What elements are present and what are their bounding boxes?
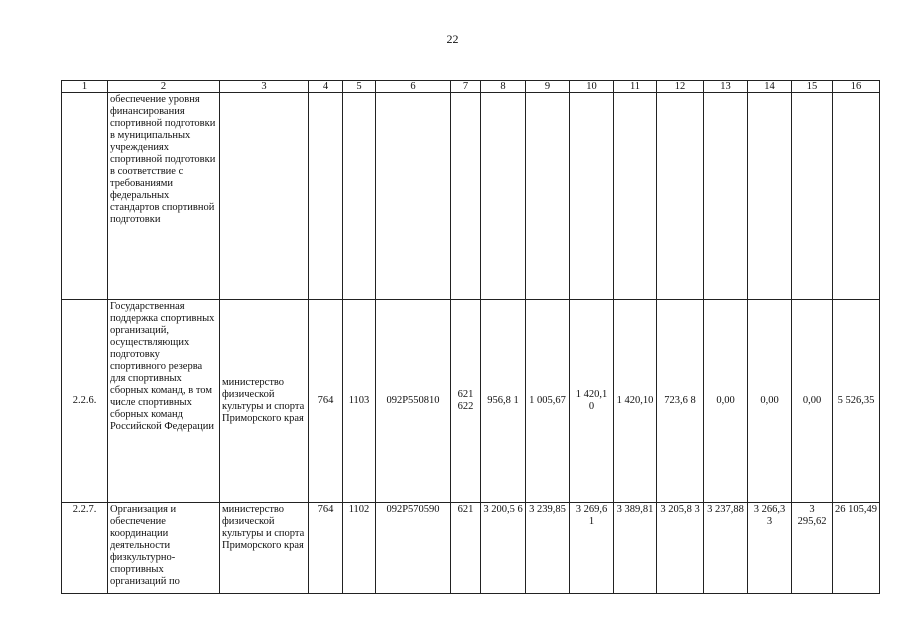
- cell: 0,00: [792, 300, 833, 503]
- cell: [748, 93, 792, 300]
- budget-table: [61, 80, 880, 594]
- col-header: 7: [451, 81, 481, 93]
- col-header: 4: [309, 81, 343, 93]
- col-header: 13: [704, 81, 748, 93]
- cell: 092P570590: [376, 503, 451, 594]
- cell: [614, 93, 657, 300]
- cell: 956,8 1: [481, 300, 526, 503]
- cell: 3 269,6 1: [570, 503, 614, 594]
- col-header: 8: [481, 81, 526, 93]
- cell: 5 526,35: [833, 300, 880, 503]
- cell: 3 266,3 3: [748, 503, 792, 594]
- cell: [833, 93, 880, 300]
- cell: [526, 93, 570, 300]
- cell: 3 295,62: [792, 503, 833, 594]
- page-number: 22: [446, 32, 459, 46]
- executor: министерство физической культуры и спорта Приморского края: [220, 300, 309, 503]
- cell: [451, 93, 481, 300]
- cell: 621 622: [451, 300, 481, 503]
- cell: 3 389,81: [614, 503, 657, 594]
- row-number: [62, 93, 108, 300]
- cell: [570, 93, 614, 300]
- col-header: 16: [833, 81, 880, 93]
- measure-name: Организация и обеспечение координации деятельности физкультурно-спортивных организаций по: [108, 503, 220, 594]
- col-header: 9: [526, 81, 570, 93]
- cell: 1 005,67: [526, 300, 570, 503]
- cell: 1 420,10: [614, 300, 657, 503]
- col-header: 15: [792, 81, 833, 93]
- cell: 621: [451, 503, 481, 594]
- cell: 0,00: [748, 300, 792, 503]
- cell: [309, 93, 343, 300]
- cell: 723,6 8: [657, 300, 704, 503]
- cell: 092P550810: [376, 300, 451, 503]
- col-header: 6: [376, 81, 451, 93]
- cell: [704, 93, 748, 300]
- row-number: 2.2.6.: [62, 300, 108, 503]
- cell: [481, 93, 526, 300]
- measure-name: Государственная поддержка спортивных организаций, осуществляющих подготовку спортивного резерва для спортивных сборных команд, в том числе спортивных сборных команд Российской Федерации: [108, 300, 220, 503]
- row-number: 2.2.7.: [62, 503, 108, 594]
- table-row: [62, 503, 880, 594]
- cell: [792, 93, 833, 300]
- cell: 3 200,5 6: [481, 503, 526, 594]
- table-row: [62, 93, 880, 300]
- col-header: 1: [62, 81, 108, 93]
- cell: 26 105,49: [833, 503, 880, 594]
- header-row: [62, 81, 880, 93]
- executor: министерство физической культуры и спорта Приморского края: [220, 503, 309, 594]
- cell: 1102: [343, 503, 376, 594]
- col-header: 3: [220, 81, 309, 93]
- col-header: 5: [343, 81, 376, 93]
- cell: [343, 93, 376, 300]
- cell: 1103: [343, 300, 376, 503]
- cell: 3 239,85: [526, 503, 570, 594]
- col-header: 2: [108, 81, 220, 93]
- executor: [220, 93, 309, 300]
- cell: 764: [309, 503, 343, 594]
- table-row: [62, 300, 880, 503]
- col-header: 11: [614, 81, 657, 93]
- cell: 764: [309, 300, 343, 503]
- cell: [376, 93, 451, 300]
- cell: 3 205,8 3: [657, 503, 704, 594]
- cell: 1 420,1 0: [570, 300, 614, 503]
- col-header: 10: [570, 81, 614, 93]
- col-header: 14: [748, 81, 792, 93]
- measure-name: обеспечение уровня финансирования спортивной подготовки в муниципальных учреждениях спортивной подготовки в соответствие с требованиями федеральных стандартов спортивной подготовки: [108, 93, 220, 300]
- cell: 3 237,88: [704, 503, 748, 594]
- cell: 0,00: [704, 300, 748, 503]
- col-header: 12: [657, 81, 704, 93]
- cell: [657, 93, 704, 300]
